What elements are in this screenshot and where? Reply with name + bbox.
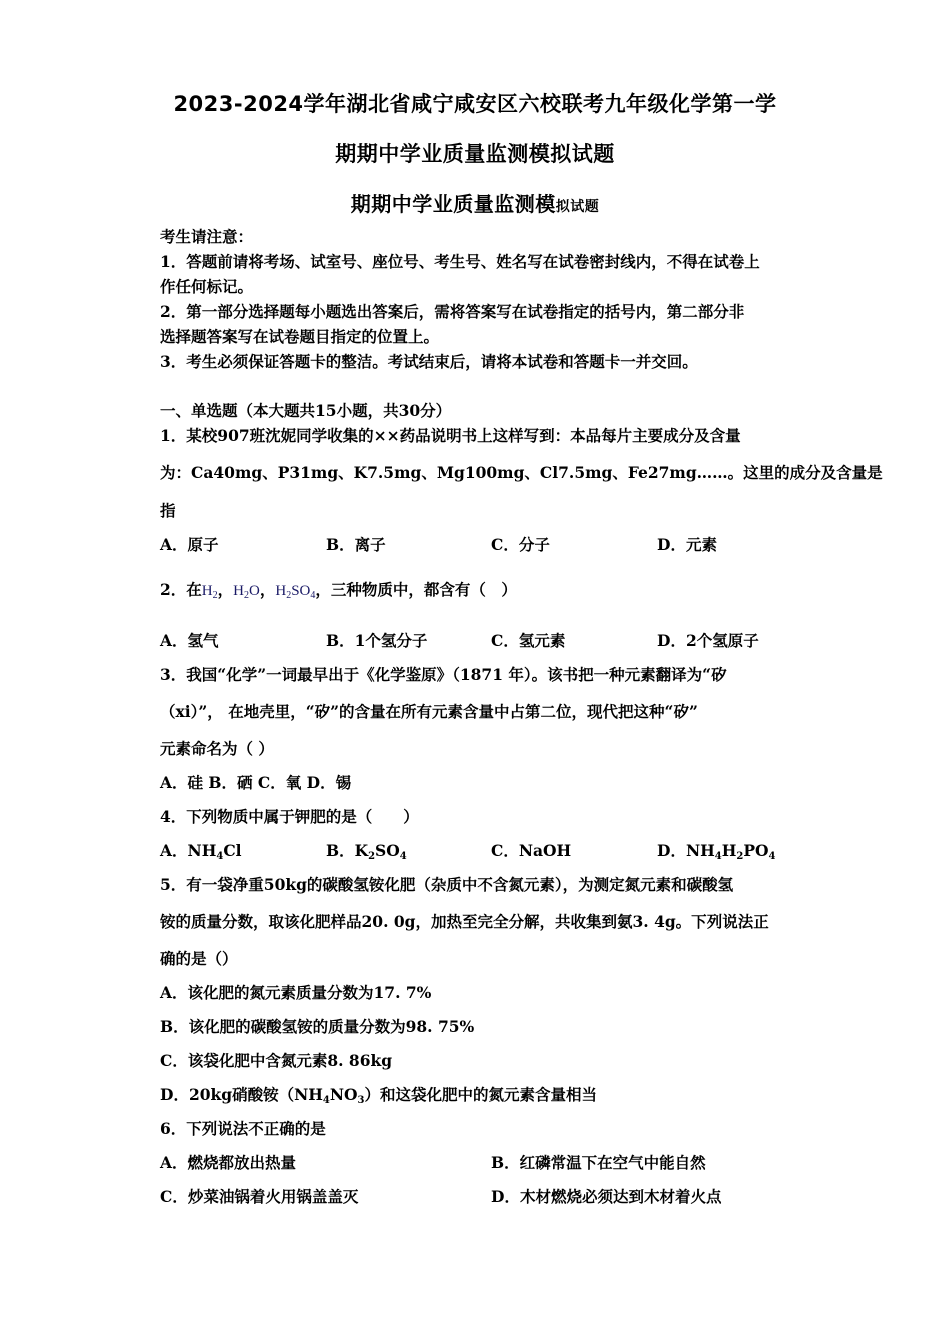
q6-option-d: D．木材燃烧必须达到木材着火点 <box>491 1187 722 1206</box>
formula-h2: $H_2$ <box>201 583 218 601</box>
q5-line-3: 确的是（） <box>160 949 238 968</box>
q4-stem: 4．下列物质中属于钾肥的是（ ） <box>160 807 419 826</box>
q6-stem: 6．下列说法不正确的是 <box>160 1119 326 1138</box>
formula-h2o: $H_2O$ <box>233 583 260 601</box>
notice-item-2b: 选择题答案写在试卷题目指定的位置上。 <box>160 327 440 346</box>
q1-line-2: 为：Ca40mg、P31mg、K7.5mg、Mg100mg、Cl7.5mg、Fe27mg……。这里的成分及含量是 <box>160 463 883 482</box>
q1-option-b: B．离子 <box>326 535 386 554</box>
notice-heading: 考生请注意： <box>160 227 254 246</box>
q1-line-1: 1．某校907班沈妮同学收集的××药品说明书上这样写到：本品每片主要成分及含量 <box>160 426 741 445</box>
title-line-1: 2023-2024学年湖北省咸宁咸安区六校联考九年级化学第一学 <box>173 92 777 116</box>
title-line-2: 期期中学业质量监测模拟试题 <box>335 142 615 166</box>
q6-option-c: C．炒菜油锅着火用锅盖盖灭 <box>160 1187 359 1206</box>
q3-options: A．硅 B．硒 C．氧 D．锡 <box>160 773 352 792</box>
q1-option-c: C．分子 <box>491 535 550 554</box>
q2-stem: 2．在$H_2$，$H_2O$，$H_2SO_4$，三种物质中，都含有（ ） <box>160 580 517 601</box>
q5-option-a: A．该化肥的氮元素质量分数为17. 7% <box>160 983 432 1002</box>
q5-option-d: D．20kg硝酸铵$(NH_4NO_3)$和这袋化肥中的氮元素含量相当 <box>160 1085 598 1106</box>
q2-option-d: D．2个氢原子 <box>657 631 759 650</box>
q2-option-b: B．1个氢分子 <box>326 631 428 650</box>
q4-option-d: D．$NH_4H_2PO_4$ <box>657 841 776 862</box>
notice-item-3: 3．考生必须保证答题卡的整洁。考试结束后，请将本试卷和答题卡一并交回。 <box>160 352 698 371</box>
notice-item-1b: 作任何标记。 <box>160 277 254 296</box>
section-heading: 一、单选题（本大题共15小题，共30分） <box>160 401 452 420</box>
q3-line-2: （xi）”， 在地壳里，“矽”的含量在所有元素含量中占第二位，现代把这种“矽” <box>160 702 698 721</box>
q5-option-c: C．该袋化肥中含氮元素8. 86kg <box>160 1051 393 1070</box>
q1-line-3: 指 <box>160 501 176 520</box>
q4-option-c: C．NaOH <box>491 841 572 860</box>
q6-option-a: A．燃烧都放出热量 <box>160 1153 297 1172</box>
q5-line-1: 5．有一袋净重50kg的碳酸氢铵化肥（杂质中不含氮元素），为测定氮元素和碳酸氢 <box>160 875 734 894</box>
formula-h2so4: $H_2SO_4$ <box>275 583 316 601</box>
q5-option-b: B．该化肥的碳酸氢铵的质量分数为98. 75% <box>160 1017 475 1036</box>
q2-option-a: A．氢气 <box>160 631 219 650</box>
q3-line-3: 元素命名为（ ） <box>160 739 274 758</box>
notice-item-2a: 2．第一部分选择题每小题选出答案后，需将答案写在试卷指定的括号内，第二部分非 <box>160 302 745 321</box>
q4-option-b: B．$K_2SO_4$ <box>326 841 407 862</box>
notice-item-1a: 1．答题前请将考场、试室号、座位号、考生号、姓名写在试卷密封线内，不得在试卷上 <box>160 252 760 271</box>
q2-option-c: C．氢元素 <box>491 631 566 650</box>
q1-option-d: D．元素 <box>657 535 717 554</box>
q4-option-a: A．$NH_4Cl$ <box>160 841 242 862</box>
title-line-3: 期期中学业质量监测模拟试题 <box>350 192 600 216</box>
q5-line-2: 铵的质量分数，取该化肥样品20. 0g，加热至完全分解，共收集到氨3. 4g。下列说法正 <box>160 912 769 931</box>
q3-line-1: 3．我国“化学”一词最早出于《化学鉴原》（1871 年）。该书把一种元素翻译为“矽 <box>160 665 727 684</box>
q1-option-a: A．原子 <box>160 535 219 554</box>
q6-option-b: B．红磷常温下在空气中能自然 <box>491 1153 706 1172</box>
